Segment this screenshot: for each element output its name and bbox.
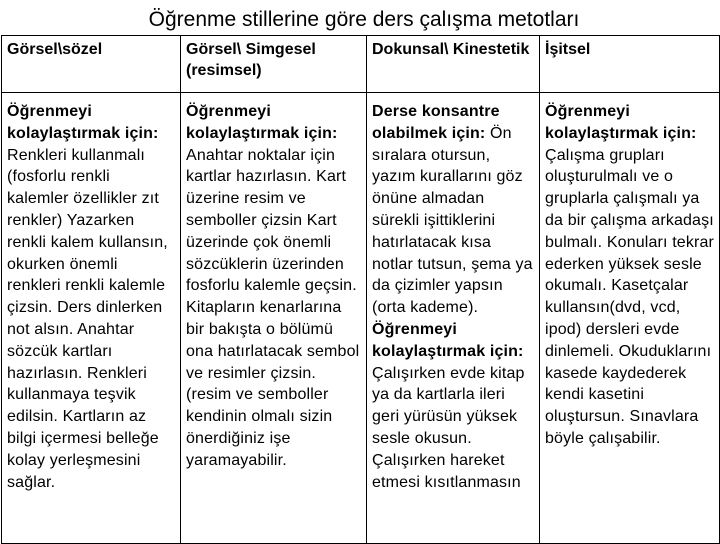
cell-lead-2: Öğrenmeyi kolaylaştırmak için:: [372, 320, 524, 360]
cell-text: Ön sıralara otursun, yazım kurallarını göz önüne almadan sürekli işittiklerini hatırlatacak kısa notlar tutsun, şema ya da çizimler yapsın (orta kademe).: [372, 124, 533, 317]
cell-text: Anahtar noktalar için kartlar hazırlasın. Kart üzerine resim ve semboller çizsin Kart üzerinde çok önemli sözcüklerin üzerinden fosforlu kalemle geçsin. Kitapların kenarlarına bir bakışta o bölümü ona hatırlatacak sembol ve resimler çizsin. (resim ve semboller kendinin olmalı sizin önerdiğiniz işe yaramayabilir.: [186, 146, 360, 469]
page-title: Öğrenme stillerine göre ders çalışma metotları: [148, 8, 580, 31]
learning-styles-table: [1, 35, 720, 544]
header-visual-verbal: Görsel\sözel: [2, 36, 181, 93]
cell-text-2: Çalışırken evde kitap ya da kartlarla ileri geri yürüsün yüksek sesle okusun. Çalışırken hareket etmesi kısıtlanmasın: [372, 364, 525, 491]
header-tactile-kinesthetic: Dokunsal\ Kinestetik: [367, 36, 540, 93]
content-row: [2, 93, 720, 544]
cell-text: Renkleri kullanmalı (fosforlu renkli kalemler özellikler zıt renkler) Yazarken renkli kalem kullansın, okurken önemli renkleri renkli kalemle çizsin. Ders dinlerken not alsın. Anahtar sözcük kartları hazırlasın. Renkleri kullanmaya teşvik edilsin. Kartların az bilgi içermesi belleğe kolay yerleşmesini sağlar.: [7, 146, 168, 491]
cell-tactile-kinesthetic: [367, 93, 540, 544]
header-auditory: İşitsel: [540, 36, 720, 93]
cell-lead: Öğrenmeyi kolaylaştırmak için:: [186, 103, 338, 142]
cell-lead: Öğrenmeyi kolaylaştırmak için:: [7, 103, 159, 142]
header-visual-symbolic: Görsel\ Simgesel (resimsel): [181, 36, 367, 93]
cell-auditory: [540, 93, 720, 544]
cell-visual-symbolic: [181, 93, 367, 544]
cell-lead: Derse konsantre olabilmek için:: [372, 103, 500, 142]
header-row: [2, 36, 720, 93]
cell-visual-verbal: [2, 93, 181, 544]
cell-text: Çalışma grupları oluşturulmalı ve o gruplarla çalışmalı ya da bir çalışma arkadaşı bulmalı. Konuları tekrar ederken yüksek sesle okumalı. Kasetçalar kullansın(dvd, vcd, ipod) dersleri evde dinlemeli. Okuduklarını kasede kaydederek kendi kasetini oluştursun. Sınavlara böyle çalışabilir.: [545, 146, 715, 447]
cell-lead: Öğrenmeyi kolaylaştırmak için:: [545, 103, 697, 142]
